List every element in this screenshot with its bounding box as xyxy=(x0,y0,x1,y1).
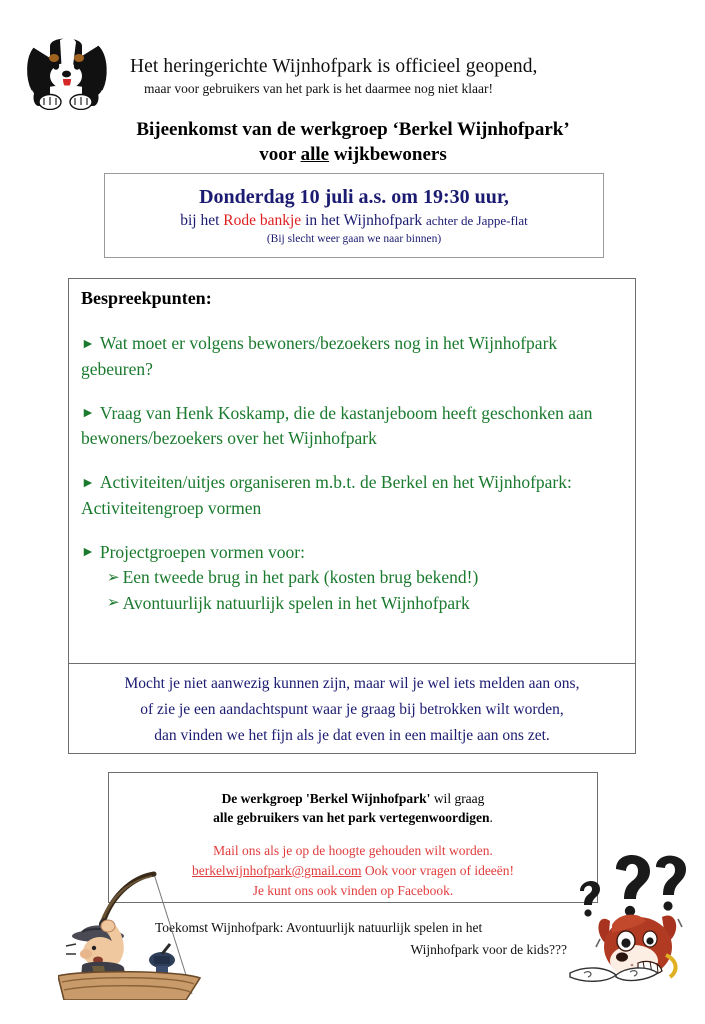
location-landmark: Rode bankje xyxy=(223,212,302,229)
closing-note-line1: Mocht je niet aanwezig kunnen zijn, maar wil je wel iets melden aan ons, xyxy=(124,675,580,692)
agenda-list xyxy=(77,331,629,616)
fisherman-in-boat-icon xyxy=(58,868,218,1000)
meeting-heading-line2 xyxy=(68,142,638,167)
agenda-item xyxy=(77,470,629,521)
email-line-rest: Ook voor vragen of ideeën! xyxy=(361,863,515,878)
agenda-box xyxy=(68,278,636,754)
location-middle: in het Wijnhofpark xyxy=(301,212,426,229)
section-divider xyxy=(69,663,635,664)
meeting-heading-line1: Bijeenkomst van de werkgroep ‘Berkel Wijnhofpark’ xyxy=(136,119,570,140)
agenda-subitem xyxy=(107,591,629,617)
triangle-bullet-icon: ► xyxy=(81,406,95,421)
agenda-subitem-label: Een tweede brug in het park (kosten brug bekend!) xyxy=(122,567,479,587)
meeting-heading xyxy=(68,117,638,167)
agenda-item xyxy=(77,401,629,452)
agenda-item-label: Activiteiten/uitjes organiseren m.b.t. de Berkel en het Wijnhofpark: Activiteitengroep vormen xyxy=(81,472,572,518)
date-time-location-box xyxy=(104,173,604,258)
workgroup-statement-period: . xyxy=(489,810,493,825)
meeting-datetime: Donderdag 10 juli a.s. om 19:30 uur, xyxy=(199,186,509,208)
facebook-line: Je kunt ons ook vinden op Facebook. xyxy=(252,883,454,898)
agenda-item-label: Vraag van Henk Koskamp, die de kastanjeboom heeft geschonken aan bewoners/bezoekers over het Wijnhofpark xyxy=(81,402,593,448)
arrow-bullet-icon: ➢ xyxy=(107,569,120,586)
agenda-item xyxy=(77,540,629,617)
closing-note-line2: of zie je een aandachtspunt waar je graag bij betrokken wilt worden, xyxy=(140,701,564,718)
agenda-subitem xyxy=(107,565,629,591)
page-title: Het heringerichte Wijnhofpark is officieel geopend, xyxy=(130,56,538,77)
closing-note xyxy=(79,671,625,749)
triangle-bullet-icon: ► xyxy=(81,475,95,491)
agenda-subitem-label: Avontuurlijk natuurlijk spelen in het Wijnhofpark xyxy=(122,592,470,613)
meeting-heading-line2-post: wijkbewoners xyxy=(329,144,447,165)
meeting-location xyxy=(105,210,603,231)
bernese-puppy-icon xyxy=(20,28,112,110)
closing-note-line3: dan vinden we het fijn als je dat even in een mailtje aan ons zet. xyxy=(154,727,550,744)
agenda-subitem-list xyxy=(81,565,629,616)
workgroup-statement-line1 xyxy=(109,789,597,808)
mail-invite-line: Mail ons als je op de hoogte gehouden wilt worden. xyxy=(213,843,493,858)
puzzled-dog-with-question-marks-icon xyxy=(566,845,698,995)
agenda-heading: Bespreekpunten: xyxy=(81,288,212,308)
header-text-block xyxy=(130,55,630,98)
triangle-bullet-icon: ► xyxy=(81,545,95,560)
weather-note: (Bij slecht weer gaan we naar binnen) xyxy=(266,233,442,245)
agenda-item-label: Projectgroepen vormen voor: xyxy=(99,541,305,562)
workgroup-statement-rest: wil graag xyxy=(430,791,485,806)
meeting-heading-line2-pre: voor xyxy=(259,144,301,165)
meeting-heading-emphasis: alle xyxy=(300,144,330,165)
workgroup-statement-strong: alle gebruikers van het park vertegenwoordigen xyxy=(213,810,490,825)
workgroup-statement-line2 xyxy=(109,808,597,827)
arrow-bullet-icon: ➢ xyxy=(107,595,120,611)
triangle-bullet-icon: ► xyxy=(81,336,95,352)
workgroup-name: De werkgroep 'Berkel Wijnhofpark' xyxy=(221,791,431,806)
page-subtitle: maar voor gebruikers van het park is het daarmee nog niet klaar! xyxy=(144,81,493,96)
footer-caption-line1: Toekomst Wijnhofpark: Avontuurlijk natuurlijk spelen in het xyxy=(155,920,483,935)
page-header xyxy=(0,0,705,115)
footer-caption-line2: Wijnhofpark voor de kids??? xyxy=(410,942,567,957)
email-link[interactable]: berkelwijnhofpark@gmail.com xyxy=(191,863,362,878)
agenda-item xyxy=(77,331,629,382)
location-prefix: bij het xyxy=(180,212,224,229)
agenda-item-label: Wat moet er volgens bewoners/bezoekers nog in het Wijnhofpark gebeuren? xyxy=(81,333,558,379)
footer-caption xyxy=(155,917,575,961)
location-detail: achter de Jappe-flat xyxy=(426,213,528,228)
